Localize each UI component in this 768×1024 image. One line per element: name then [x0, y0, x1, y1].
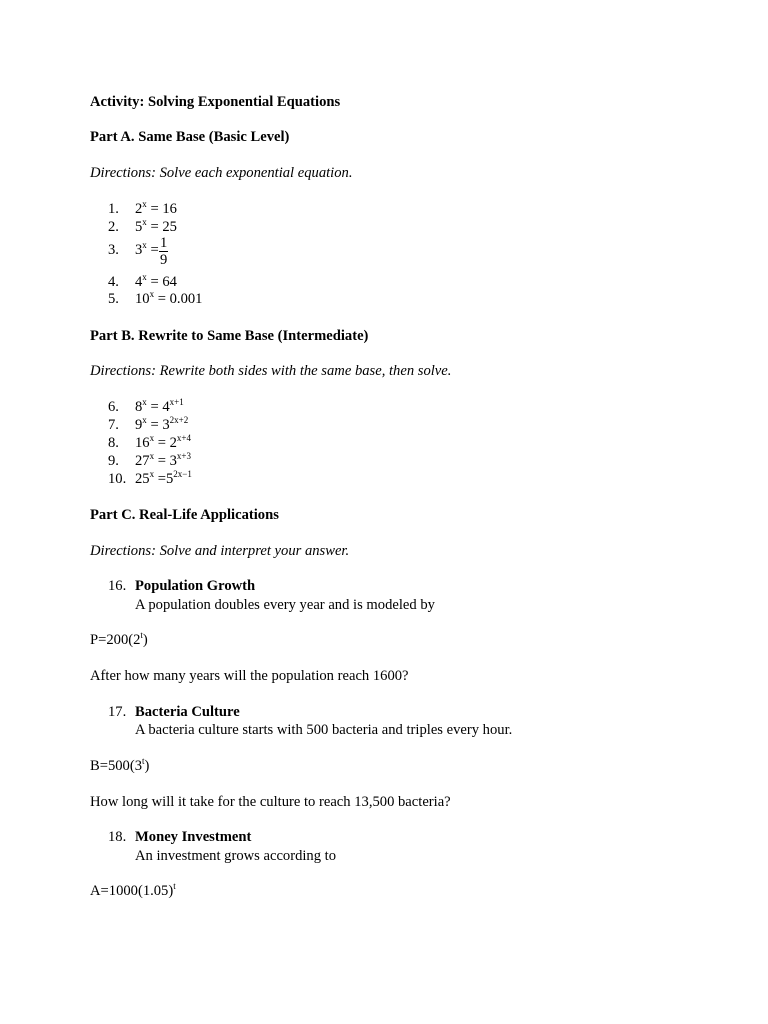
item-number: 9.: [108, 453, 119, 469]
equation-rhs: = 4: [146, 399, 170, 415]
equation-exponent: x: [149, 451, 155, 461]
equation-base: 5: [135, 219, 143, 235]
equation-rhs: = 0.001: [154, 291, 203, 307]
formula-exponent: t: [142, 756, 145, 766]
item-number: 17.: [108, 704, 127, 720]
item-number: 5.: [108, 291, 119, 307]
problem-title-row: [108, 828, 251, 846]
formula-exponent: t: [140, 630, 143, 640]
item-number: 7.: [108, 417, 119, 433]
equation-base: 2: [135, 201, 143, 217]
problem-text: A population doubles every year and is modeled by: [135, 597, 435, 613]
equation-exponent: x: [142, 199, 147, 209]
equation-exponent: x: [142, 217, 147, 227]
item-number: 4.: [108, 274, 119, 290]
problem-title: Bacteria Culture: [135, 704, 240, 720]
formula-end: ): [144, 758, 150, 774]
equation-rhs-exponent: x+1: [169, 397, 184, 407]
item-number: 2.: [108, 219, 119, 235]
formula-text: P=200(2: [90, 632, 141, 648]
fraction: [159, 235, 168, 268]
equation-exponent: x: [149, 289, 155, 299]
equation-base: 10: [135, 291, 150, 307]
equation-rhs-exponent: 2x+2: [169, 415, 189, 425]
formula-text: B=500(3: [90, 758, 143, 774]
part-c-heading: Part C. Real-Life Applications: [90, 507, 279, 523]
equation-exponent: x: [142, 415, 147, 425]
equation-base: 25: [135, 471, 150, 487]
equation-exponent: x: [142, 240, 147, 250]
equation-base: 27: [135, 453, 150, 469]
equation-rhs: = 3: [154, 453, 177, 469]
equation-exponent: x: [142, 397, 147, 407]
equation-rhs: =: [146, 242, 159, 258]
equation-base: 8: [135, 399, 143, 415]
problem-title-row: [108, 703, 240, 721]
problem-title-row: [108, 577, 255, 595]
equation-item: [108, 470, 192, 489]
equation-exponent: x: [142, 272, 147, 282]
part-b-directions: Directions: Rewrite both sides with the same base, then solve.: [90, 363, 452, 379]
equation-item: [108, 290, 202, 309]
part-a-directions: Directions: Solve each exponential equation.: [90, 165, 353, 181]
item-number: 16.: [108, 578, 127, 594]
problem-question: After how many years will the population reach 1600?: [90, 668, 409, 684]
problem-formula: [90, 631, 148, 650]
equation-base: 16: [135, 435, 150, 451]
equation-item: [108, 235, 168, 268]
problem-question: How long will it take for the culture to reach 13,500 bacteria?: [90, 794, 451, 810]
item-number: 18.: [108, 829, 127, 845]
formula-text: A=1000(1.05): [90, 883, 174, 899]
equation-base: 4: [135, 274, 143, 290]
formula-end: ): [142, 632, 148, 648]
page-title: Activity: Solving Exponential Equations: [90, 94, 341, 110]
equation-rhs: = 64: [146, 274, 177, 290]
equation-rhs-exponent: x+4: [176, 433, 191, 443]
problem-text: A bacteria culture starts with 500 bacteria and triples every hour.: [135, 722, 513, 738]
equation-base: 9: [135, 417, 143, 433]
item-number: 8.: [108, 435, 119, 451]
item-number: 10.: [108, 471, 127, 487]
equation-exponent: x: [149, 433, 155, 443]
equation-rhs: = 16: [146, 201, 177, 217]
equation-rhs-exponent: 2x−1: [173, 469, 192, 479]
problem-formula: [90, 882, 176, 901]
equation-base: 3: [135, 242, 143, 258]
fraction-numerator: 1: [160, 235, 168, 251]
problem-formula: [90, 757, 149, 776]
item-number: 1.: [108, 201, 119, 217]
problem-title: Population Growth: [135, 578, 256, 594]
equation-rhs-exponent: x+3: [176, 451, 191, 461]
formula-exponent: t: [173, 881, 176, 891]
equation-rhs: = 2: [154, 435, 177, 451]
part-c-directions: Directions: Solve and interpret your answer.: [90, 543, 350, 559]
part-a-heading: Part A. Same Base (Basic Level): [90, 129, 290, 145]
item-number: 3.: [108, 242, 119, 258]
equation-rhs: =5: [154, 471, 174, 487]
equation-exponent: x: [149, 469, 155, 479]
equation-rhs: = 25: [146, 219, 177, 235]
item-number: 6.: [108, 399, 119, 415]
fraction-denominator: 9: [160, 252, 168, 268]
problem-title: Money Investment: [135, 829, 252, 845]
problem-text: An investment grows according to: [135, 848, 337, 864]
part-b-heading: Part B. Rewrite to Same Base (Intermediate): [90, 328, 369, 344]
equation-rhs: = 3: [146, 417, 170, 433]
